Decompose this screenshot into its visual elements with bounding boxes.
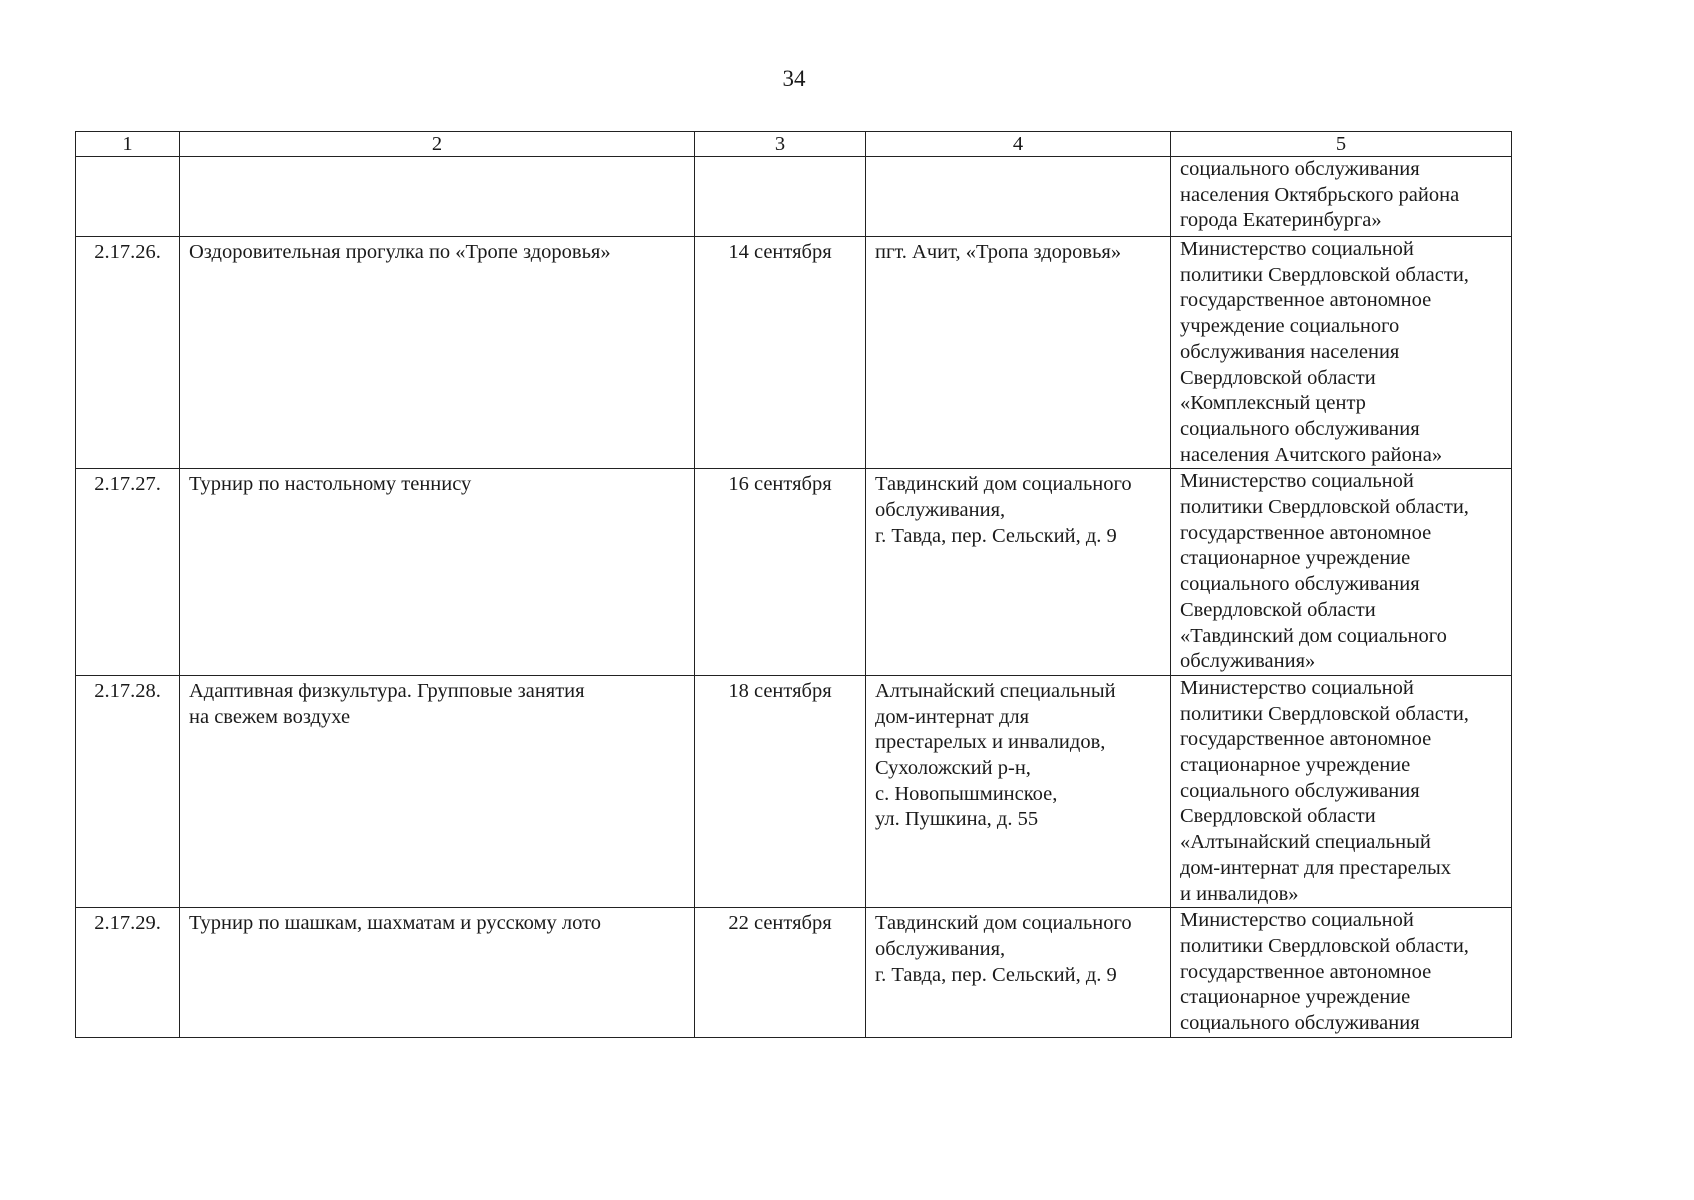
event-organizer: Министерство социальной политики Свердловской области, государственное автономное стационарное учреждение социального обслуживания Свердловской области «Алтынайский специальный дом-интернат для престарелых и инвалидов» [1171, 675, 1512, 907]
table-row [76, 675, 1512, 907]
event-name: Турнир по шашкам, шахматам и русскому лото [180, 908, 695, 1038]
event-date [695, 157, 866, 237]
column-header-5: 5 [1171, 132, 1512, 157]
event-place: Тавдинский дом социального обслуживания, г. Тавда, пер. Сельский, д. 9 [866, 469, 1171, 676]
item-number: 2.17.29. [76, 908, 180, 1038]
table-row [76, 908, 1512, 1038]
event-name: Турнир по настольному теннису [180, 469, 695, 676]
event-place: Тавдинский дом социального обслуживания, г. Тавда, пер. Сельский, д. 9 [866, 908, 1171, 1038]
table-row [76, 237, 1512, 469]
event-place [866, 157, 1171, 237]
event-organizer: Министерство социальной политики Свердловской области, государственное автономное стационарное учреждение социального обслуживания [1171, 908, 1512, 1038]
table-row [76, 469, 1512, 676]
item-number: 2.17.28. [76, 675, 180, 907]
events-table [75, 131, 1512, 1038]
event-place: Алтынайский специальный дом-интернат для престарелых и инвалидов, Сухоложский р-н, с. Новопышминское, ул. Пушкина, д. 55 [866, 675, 1171, 907]
event-date: 18 сентября [695, 675, 866, 907]
event-organizer: социального обслуживания населения Октябрьского района города Екатеринбурга» [1171, 157, 1512, 237]
item-number: 2.17.27. [76, 469, 180, 676]
event-date: 16 сентября [695, 469, 866, 676]
event-name [180, 157, 695, 237]
table-row [76, 157, 1512, 237]
column-header-1: 1 [76, 132, 180, 157]
event-date: 14 сентября [695, 237, 866, 469]
event-place: пгт. Ачит, «Тропа здоровья» [866, 237, 1171, 469]
event-organizer: Министерство социальной политики Свердловской области, государственное автономное учреждение социального обслуживания населения Свердловской области «Комплексный центр социального обслуживания населения Ачитского района» [1171, 237, 1512, 469]
item-number [76, 157, 180, 237]
page-number: 34 [782, 66, 806, 91]
event-name: Адаптивная физкультура. Групповые занятия на свежем воздухе [180, 675, 695, 907]
event-name: Оздоровительная прогулка по «Тропе здоровья» [180, 237, 695, 469]
event-date: 22 сентября [695, 908, 866, 1038]
table-header-row [76, 132, 1512, 157]
event-organizer: Министерство социальной политики Свердловской области, государственное автономное стационарное учреждение социального обслуживания Свердловской области «Тавдинский дом социального обслуживания» [1171, 469, 1512, 676]
column-header-4: 4 [866, 132, 1171, 157]
column-header-2: 2 [180, 132, 695, 157]
item-number: 2.17.26. [76, 237, 180, 469]
column-header-3: 3 [695, 132, 866, 157]
